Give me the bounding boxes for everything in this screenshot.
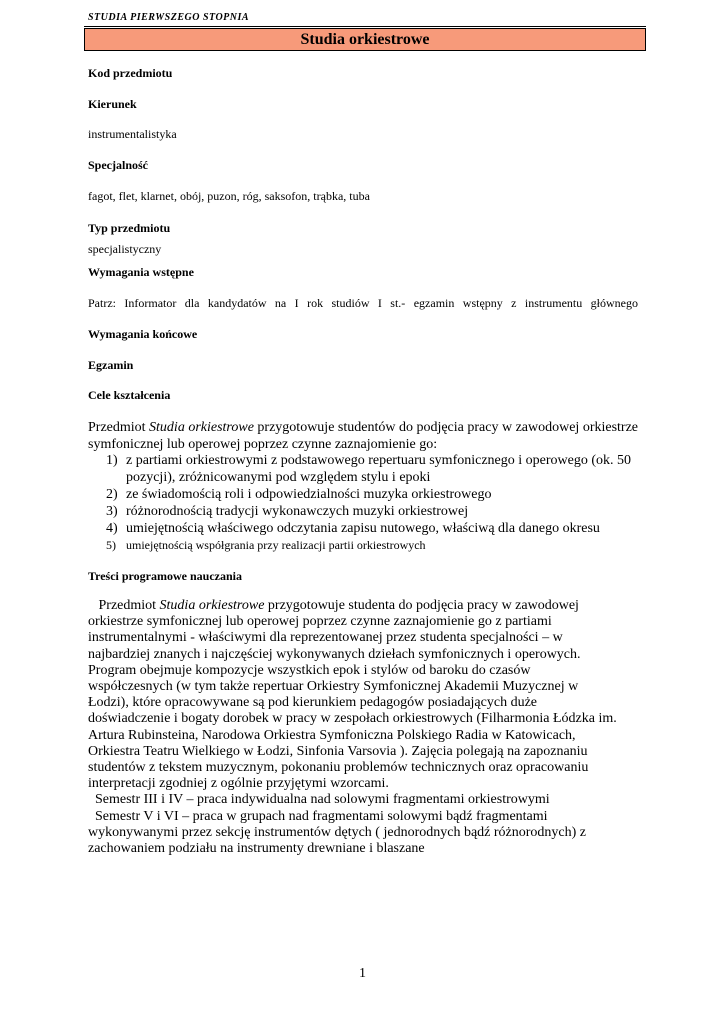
tresci-course-name: Studia orkiestrowe — [159, 598, 265, 613]
tresci-line: instrumentalnymi - właściwymi dla reprezentowanej przez studenta specjalności – w — [88, 630, 563, 646]
kierunek-label: Kierunek — [88, 97, 137, 111]
list-item-number: 3) — [106, 504, 118, 519]
cele-intro — [88, 419, 648, 453]
tresci-line: najbardziej znanych i najczęściej wykonywanych dziełach symfonicznych i operowych. — [88, 646, 581, 662]
tresci-line: współczesnych (w tym także repertuar Orkiestry Symfonicznej Akademii Muzycznej w — [88, 679, 579, 695]
list-item-text: umiejętnością właściwego odczytania zapisu nutowego, właściwą dla danego okresu — [126, 521, 600, 536]
list-item-number: 4) — [106, 521, 118, 536]
tresci-line: doświadczenie i bogaty dorobek w pracy w zespołach orkiestrowych (Filharmonia Łódzka im. — [88, 711, 617, 727]
list-item-number: 1) — [106, 453, 118, 468]
cele-ksztalcenia-label: Cele kształcenia — [88, 388, 171, 402]
tresci-programowe-text — [88, 598, 648, 857]
tresci-line1-before: Przedmiot — [98, 598, 160, 613]
list-item-number: 5) — [106, 538, 116, 552]
cele-intro-after: przygotowuje studentów do podjęcia pracy w zawodowej orkiestrze symfonicznej lub operowej poprzez czynne zaznajomienie go: — [88, 420, 639, 452]
tresci-line: studentów z tekstem muzycznym, pokonaniu problemów technicznych oraz opracowaniu — [88, 760, 589, 776]
header-divider — [84, 26, 646, 27]
kierunek-value: instrumentalistyka — [88, 127, 177, 141]
list-item-text: umiejętnością współgrania przy realizacji partii orkiestrowych — [126, 538, 426, 552]
cele-intro-course-name: Studia orkiestrowe — [149, 420, 254, 435]
list-item — [88, 486, 658, 503]
tresci-line: Artura Rubinsteina, Narodowa Orkiestra Symfoniczna Polskiego Radia w Katowicach, — [88, 727, 576, 743]
tresci-line: wykonywanymi przez sekcję instrumentów dętych ( jednorodnych bądź różnorodnych) z — [88, 824, 587, 840]
specjalnosc-value: fagot, flet, klarnet, obój, puzon, róg, saksofon, trąbka, tuba — [88, 189, 370, 203]
tresci-line: Program obejmuje kompozycje wszystkich epok i stylów od baroku do czasów — [88, 662, 531, 678]
kod-przedmiotu-label: Kod przedmiotu — [88, 66, 173, 80]
tresci-line — [88, 598, 648, 614]
typ-przedmiotu-label: Typ przedmiotu — [88, 221, 171, 235]
tresci-line1-after: przygotowuje studenta do podjęcia pracy w zawodowej — [264, 598, 579, 613]
cele-intro-before: Przedmiot — [88, 420, 150, 435]
specjalnosc-label: Specjalność — [88, 158, 148, 172]
list-item-text: z partiami orkiestrowymi z podstawowego repertuaru symfonicznego i operowego (ok. 50 pozycji), zróżnicowanymi pod względem stylu i epoki — [126, 453, 632, 485]
page-number: 1 — [359, 966, 366, 981]
tresci-line: Orkiestra Teatru Wielkiego w Łodzi, Sinfonia Varsovia ). Zajęcia polegają na zapoznaniu — [88, 743, 588, 759]
list-item-number: 2) — [106, 487, 118, 502]
list-item — [88, 452, 658, 486]
page-title: Studia orkiestrowe — [84, 28, 646, 51]
egzamin-label: Egzamin — [88, 358, 134, 372]
tresci-line: orkiestrze symfonicznej lub operowej poprzez czynne zaznajomienie go z partiami — [88, 614, 552, 630]
tresci-programowe-label: Treści programowe nauczania — [88, 569, 242, 583]
wymagania-wstepne-label: Wymagania wstępne — [88, 265, 194, 279]
list-item-text: różnorodnością tradycji wykonawczych muzyki orkiestrowej — [126, 504, 469, 519]
tresci-line: Semestr V i VI – praca w grupach nad fragmentami solowymi bądź fragmentami — [88, 808, 548, 824]
wymagania-wstepne-value: Patrz: Informator dla kandydatów na I rok studiów I st.- egzamin wstępny z instrumentu głównego — [88, 296, 638, 310]
tresci-line: zachowaniem podziału na instrumenty drewniane i blaszane — [88, 841, 425, 857]
wymagania-koncowe-label: Wymagania końcowe — [88, 327, 198, 341]
tresci-line: Semestr III i IV – praca indywidualna nad solowymi fragmentami orkiestrowymi — [88, 792, 550, 808]
tresci-line: Łodzi), które opracowywane są pod kierunkiem pedagogów posiadających duże — [88, 695, 538, 711]
section-label: STUDIA PIERWSZEGO STOPNIA — [88, 12, 250, 23]
list-item — [88, 537, 658, 554]
list-item-text: ze świadomością roli i odpowiedzialności muzyka orkiestrowego — [126, 487, 492, 502]
cele-list — [88, 452, 658, 554]
list-item — [88, 503, 658, 520]
typ-przedmiotu-value: specjalistyczny — [88, 242, 162, 256]
list-item — [88, 520, 658, 537]
tresci-line: interpretacji zgodniej z ogólnie przyjętymi wzorcami. — [88, 776, 389, 792]
